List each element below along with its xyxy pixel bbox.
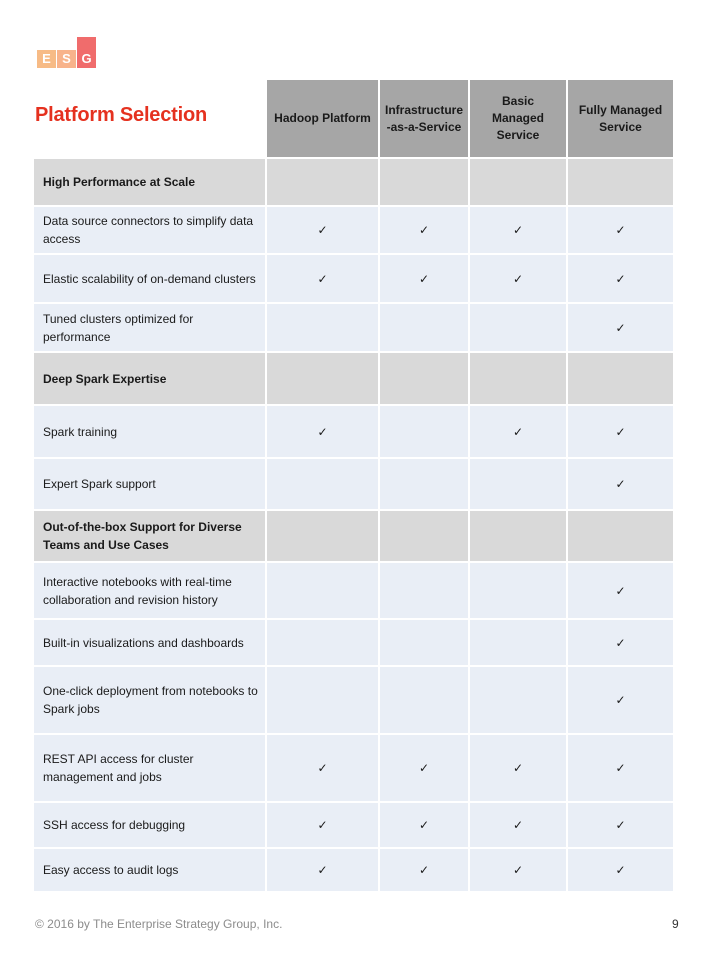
feature-label: Interactive notebooks with real-time collaboration and revision history: [34, 561, 265, 618]
checkmark-icon: ✓: [418, 223, 430, 237]
feature-label: Built-in visualizations and dashboards: [34, 618, 265, 665]
feature-label: SSH access for debugging: [34, 801, 265, 847]
checkmark-icon: ✓: [418, 818, 430, 832]
table-cell: [378, 733, 468, 801]
table-cell: [265, 404, 378, 457]
feature-label: One-click deployment from notebooks to Spark jobs: [34, 665, 265, 733]
table-cell: [265, 665, 378, 733]
table-cell: [378, 302, 468, 351]
table-cell: [378, 847, 468, 891]
feature-label: Spark training: [34, 404, 265, 457]
table-row: [34, 404, 673, 457]
table-row: [34, 561, 673, 618]
page-number: 9: [672, 917, 679, 931]
table-cell: [468, 801, 566, 847]
column-header-basic-managed: Basic Managed Service: [468, 80, 566, 157]
section-row: [34, 157, 673, 205]
table-cell: [265, 733, 378, 801]
checkmark-icon: ✓: [512, 818, 524, 832]
table-cell: [566, 561, 673, 618]
table-cell: [468, 457, 566, 509]
table-cell: [566, 801, 673, 847]
checkmark-icon: ✓: [418, 761, 430, 775]
checkmark-icon: ✓: [615, 583, 626, 598]
table-cell: [378, 618, 468, 665]
checkmark-icon: ✓: [512, 424, 524, 439]
feature-label: Expert Spark support: [34, 457, 265, 509]
checkmark-icon: ✓: [615, 271, 626, 286]
logo-letter-g: G: [77, 37, 96, 68]
table-cell: [378, 404, 468, 457]
table-row: [34, 733, 673, 801]
section-row: [34, 509, 673, 561]
table-cell: [468, 404, 566, 457]
table-cell: [468, 665, 566, 733]
table-cell: [468, 847, 566, 891]
checkmark-icon: ✓: [615, 424, 626, 439]
table-row: [34, 253, 673, 302]
checkmark-icon: ✓: [418, 271, 430, 286]
table-cell: [378, 205, 468, 253]
column-header-fully-managed: Fully Managed Service: [566, 80, 673, 157]
table-cell: [265, 457, 378, 509]
table-cell: [265, 351, 378, 404]
table-row: [34, 618, 673, 665]
table-cell: [265, 847, 378, 891]
table-cell: [566, 847, 673, 891]
table-row: [34, 205, 673, 253]
table-cell: [468, 618, 566, 665]
checkmark-icon: ✓: [615, 320, 626, 335]
table-body: [34, 157, 673, 891]
table-cell: [566, 733, 673, 801]
table-cell: [378, 801, 468, 847]
section-label: Deep Spark Expertise: [34, 351, 265, 404]
column-header-hadoop: Hadoop Platform: [265, 80, 378, 157]
table-cell: [378, 157, 468, 205]
table-cell: [265, 157, 378, 205]
table-row: [34, 665, 673, 733]
table-cell: [468, 561, 566, 618]
table-row: [34, 847, 673, 891]
table-row: [34, 302, 673, 351]
checkmark-icon: ✓: [512, 271, 524, 286]
table-cell: [265, 302, 378, 351]
esg-logo: [35, 37, 99, 71]
table-cell: [566, 509, 673, 561]
table-cell: [468, 733, 566, 801]
checkmark-icon: ✓: [512, 863, 524, 877]
checkmark-icon: ✓: [317, 818, 328, 832]
table-cell: [468, 351, 566, 404]
checkmark-icon: ✓: [512, 223, 524, 237]
column-header-iaas: Infrastructure -as-a-Service: [378, 80, 468, 157]
table-cell: [378, 561, 468, 618]
table-cell: [378, 509, 468, 561]
table-cell: [566, 302, 673, 351]
table-cell: [468, 509, 566, 561]
logo-letter-s: S: [57, 50, 76, 68]
checkmark-icon: ✓: [615, 477, 626, 491]
table-row: [34, 801, 673, 847]
table-cell: [468, 205, 566, 253]
table-cell: [566, 404, 673, 457]
table-cell: [378, 665, 468, 733]
section-row: [34, 351, 673, 404]
checkmark-icon: ✓: [317, 761, 328, 775]
table-cell: [265, 205, 378, 253]
table-cell: [566, 665, 673, 733]
table-cell: [566, 618, 673, 665]
checkmark-icon: ✓: [418, 863, 430, 877]
checkmark-icon: ✓: [317, 424, 328, 439]
checkmark-icon: ✓: [317, 223, 328, 237]
table-cell: [566, 205, 673, 253]
checkmark-icon: ✓: [615, 223, 626, 237]
table-cell: [378, 457, 468, 509]
table-cell: [378, 253, 468, 302]
table-cell: [468, 253, 566, 302]
page-title: Platform Selection: [35, 104, 207, 126]
checkmark-icon: ✓: [317, 271, 328, 286]
checkmark-icon: ✓: [615, 693, 626, 707]
section-label: Out-of-the-box Support for Diverse Teams and Use Cases: [34, 509, 265, 561]
footer-copyright: © 2016 by The Enterprise Strategy Group, Inc.: [35, 917, 283, 931]
table-row: [34, 457, 673, 509]
table-cell: [265, 253, 378, 302]
table-cell: [265, 561, 378, 618]
feature-label: REST API access for cluster management and jobs: [34, 733, 265, 801]
feature-label: Tuned clusters optimized for performance: [34, 302, 265, 351]
table-cell: [265, 801, 378, 847]
checkmark-icon: ✓: [615, 635, 626, 650]
table-cell: [265, 509, 378, 561]
checkmark-icon: ✓: [615, 761, 626, 775]
feature-label: Elastic scalability of on-demand clusters: [34, 253, 265, 302]
feature-label: Data source connectors to simplify data access: [34, 205, 265, 253]
checkmark-icon: ✓: [317, 863, 328, 877]
checkmark-icon: ✓: [615, 863, 626, 877]
table-cell: [378, 351, 468, 404]
table-cell: [566, 253, 673, 302]
table-cell: [265, 618, 378, 665]
checkmark-icon: ✓: [512, 761, 524, 775]
checkmark-icon: ✓: [615, 818, 626, 832]
section-label: High Performance at Scale: [34, 157, 265, 205]
table-cell: [566, 457, 673, 509]
table-cell: [566, 157, 673, 205]
feature-label: Easy access to audit logs: [34, 847, 265, 891]
comparison-table: [34, 80, 673, 891]
table-cell: [468, 302, 566, 351]
table-cell: [468, 157, 566, 205]
table-cell: [566, 351, 673, 404]
logo-letter-e: E: [37, 50, 56, 68]
